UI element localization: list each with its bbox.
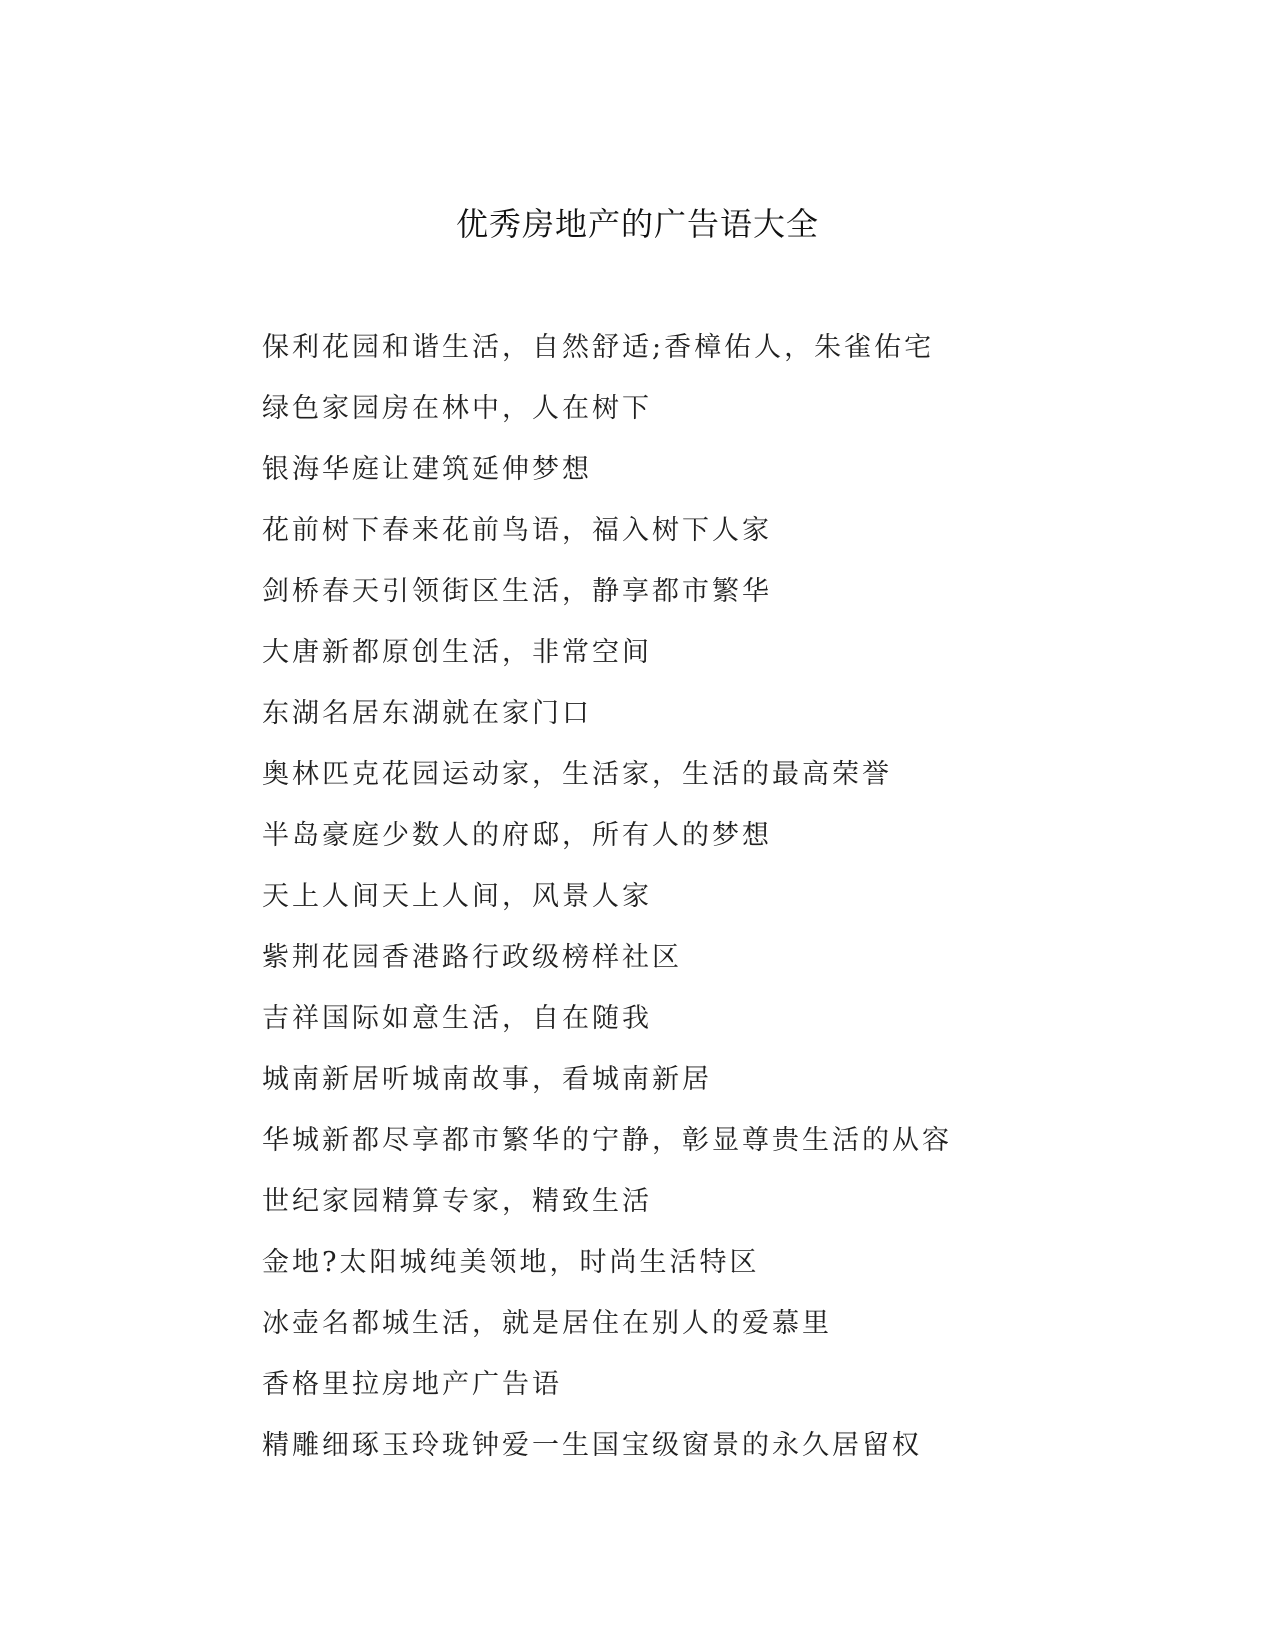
- slogan-item: 保利花园和谐生活，自然舒适;香樟佑人，朱雀佑宅: [262, 332, 935, 363]
- slogan-item: 紫荆花园香港路行政级榜样社区: [262, 942, 682, 973]
- slogan-item: 剑桥春天引领街区生活，静享都市繁华: [262, 576, 772, 607]
- slogan-item: 奥林匹克花园运动家，生活家，生活的最高荣誉: [262, 759, 892, 790]
- slogan-item: 冰壶名都城生活，就是居住在别人的爱慕里: [262, 1308, 832, 1339]
- slogan-item: 城南新居听城南故事，看城南新居: [262, 1064, 712, 1095]
- slogan-list: [262, 328, 1022, 1487]
- slogan-item: 半岛豪庭少数人的府邸，所有人的梦想: [262, 820, 772, 851]
- slogan-item: 金地?太阳城纯美领地，时尚生活特区: [262, 1247, 760, 1278]
- slogan-item: 银海华庭让建筑延伸梦想: [262, 454, 592, 485]
- slogan-item: 精雕细琢玉玲珑钟爱一生国宝级窗景的永久居留权: [262, 1430, 922, 1461]
- slogan-item: 吉祥国际如意生活，自在随我: [262, 1003, 652, 1034]
- slogan-item: 世纪家园精算专家，精致生活: [262, 1186, 652, 1217]
- slogan-item: 香格里拉房地产广告语: [262, 1369, 562, 1400]
- slogan-item: 花前树下春来花前鸟语，福入树下人家: [262, 515, 772, 546]
- page-title: 优秀房地产的广告语大全: [455, 205, 819, 243]
- slogan-item: 绿色家园房在林中，人在树下: [262, 393, 652, 424]
- slogan-item: 天上人间天上人间，风景人家: [262, 881, 652, 912]
- slogan-item: 大唐新都原创生活，非常空间: [262, 637, 652, 668]
- slogan-item: 华城新都尽享都市繁华的宁静，彰显尊贵生活的从容: [262, 1125, 952, 1156]
- slogan-item: 东湖名居东湖就在家门口: [262, 698, 592, 729]
